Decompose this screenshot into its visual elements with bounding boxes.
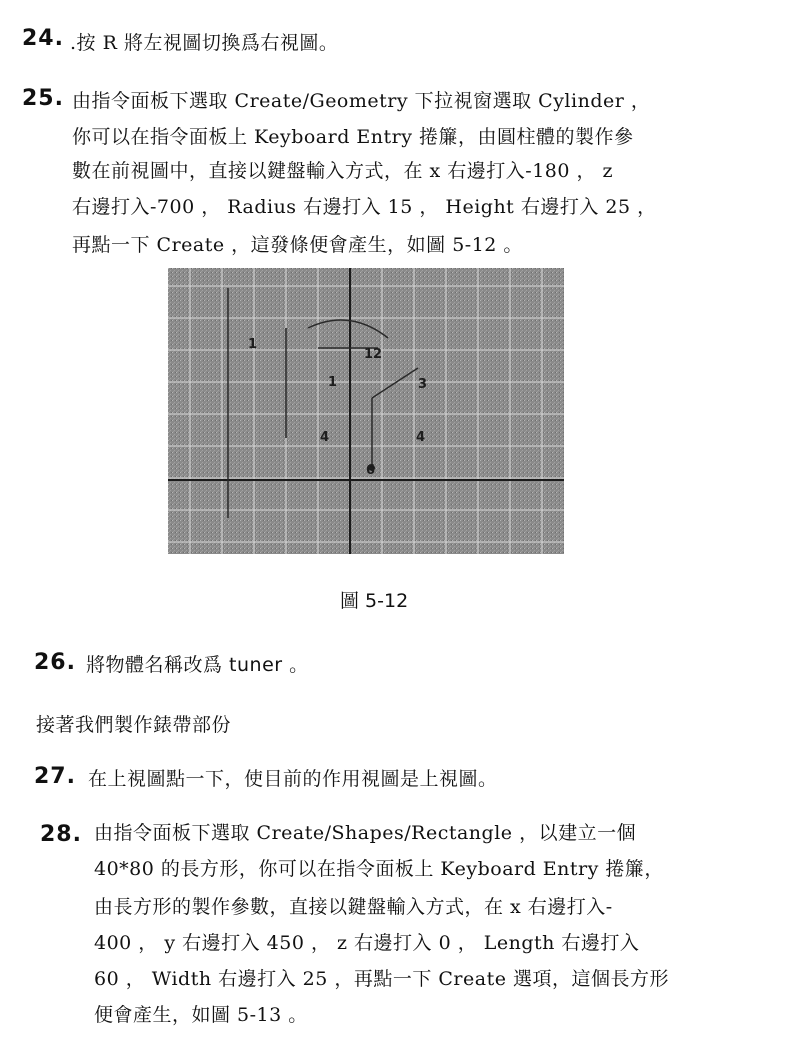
- step-text-line: 在上視圖點一下，使目前的作用視圖是上視圖。: [88, 768, 498, 790]
- step-text-line: 將物體名稱改爲 tuner 。: [86, 654, 309, 676]
- step-number: 26.: [34, 650, 76, 675]
- step-text-line: .按 R 將左視圖切換爲右視圖。: [70, 32, 339, 54]
- clock-label: 4: [320, 430, 330, 445]
- step-text-line: 數在前視圖中，直接以鍵盤輸入方式，在 x 右邊打入-180 ， z: [72, 160, 614, 182]
- step-text-line: 60 ， Width 右邊打入 25 ，再點一下 Create 選項，這個長方形: [94, 968, 670, 990]
- clock-label: 6: [366, 463, 376, 478]
- clock-label: 4: [416, 430, 426, 445]
- figure-5-12-viewport: [168, 268, 564, 554]
- step-text-line: 由指令面板下選取 Create/Shapes/Rectangle ，以建立一個: [94, 822, 637, 844]
- step-number: 24.: [22, 26, 64, 51]
- viewport-grid-image: [168, 268, 564, 554]
- step-text-line: 你可以在指令面板上 Keyboard Entry 捲簾，由圓柱體的製作參: [72, 126, 634, 148]
- step-text-line: 右邊打入-700 ， Radius 右邊打入 15 ， Height 右邊打入 25 ，: [72, 196, 657, 218]
- step-number: 25.: [22, 86, 64, 111]
- step-text-line: 再點一下 Create ，這發條便會產生，如圖 5-12 。: [72, 234, 523, 256]
- step-text-line: 40*80 的長方形，你可以在指令面板上 Keyboard Entry 捲簾，: [94, 858, 664, 880]
- clock-label: 3: [418, 377, 428, 392]
- step-number: 27.: [34, 764, 76, 789]
- clock-label: 12: [364, 347, 383, 362]
- figure-caption: 圖 5-12: [340, 590, 409, 612]
- step-number: 28.: [40, 822, 82, 847]
- step-text-line: 便會產生，如圖 5-13 。: [94, 1004, 308, 1026]
- step-text-line: 由指令面板下選取 Create/Geometry 下拉視窗選取 Cylinder ，: [72, 90, 651, 112]
- step-text-line: 由長方形的製作參數，直接以鍵盤輸入方式，在 x 右邊打入-: [94, 896, 613, 918]
- step-text-line: 400 ， y 右邊打入 450 ， z 右邊打入 0 ， Length 右邊打入: [94, 932, 640, 954]
- clock-label: 1: [248, 337, 258, 352]
- clock-label: 1: [328, 375, 338, 390]
- section-note: 接著我們製作錶帶部份: [36, 714, 232, 736]
